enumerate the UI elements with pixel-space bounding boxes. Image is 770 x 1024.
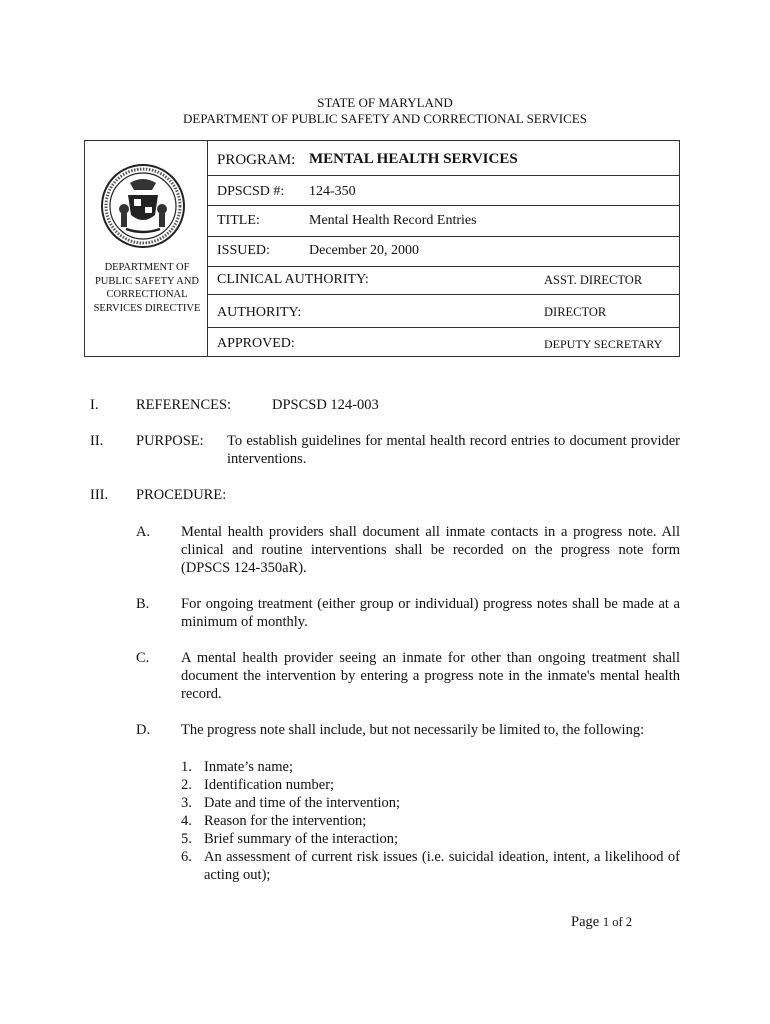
list-item-text: Brief summary of the interaction; [204, 831, 399, 847]
program-value: MENTAL HEALTH SERVICES [309, 151, 518, 167]
page-label: Page [571, 914, 600, 930]
dept-line: SERVICES DIRECTIVE [93, 302, 201, 314]
authority-value: DIRECTOR [544, 305, 607, 319]
list-item-text: Inmate’s name; [204, 759, 293, 775]
list-item-number: 5. [181, 831, 192, 847]
title-label: TITLE: [217, 213, 260, 228]
procedure-item-letter: B. [136, 596, 150, 612]
dpscsd-label: DPSCSD #: [217, 184, 285, 199]
authority-label: AUTHORITY: [217, 305, 302, 320]
list-item-number: 1. [181, 759, 192, 775]
page-number [571, 914, 632, 931]
approved-value: DEPUTY SECRETARY [544, 337, 663, 351]
procedure-item-text: A mental health provider seeing an inmate for other than ongoing treatment shall document the intervention by entering a progress note in the inmate's mental health record. [181, 650, 680, 702]
list-item-number: 4. [181, 813, 192, 829]
references-label: REFERENCES: [136, 397, 232, 413]
procedure-item-letter: D. [136, 722, 151, 738]
program-label: PROGRAM: [217, 152, 296, 168]
list-item-text: Identification number; [204, 777, 335, 793]
approved-label: APPROVED: [217, 336, 295, 351]
row-divider [207, 175, 680, 176]
state-seal-icon [100, 163, 186, 249]
header-department: DEPARTMENT OF PUBLIC SAFETY AND CORRECTIONAL SERVICES [183, 111, 587, 126]
clinical-authority-value: ASST. DIRECTOR [544, 273, 643, 287]
page-of: 1 of 2 [602, 915, 632, 929]
row-divider [207, 205, 680, 206]
header-state: STATE OF MARYLAND [317, 95, 453, 110]
list-item-number: 2. [181, 777, 192, 793]
dpscsd-value: 124-350 [309, 184, 356, 199]
dept-line: CORRECTIONAL [106, 289, 188, 300]
procedure-label: PROCEDURE: [136, 487, 227, 503]
title-value: Mental Health Record Entries [309, 213, 477, 228]
purpose-text: To establish guidelines for mental health record entries to document provider interventions. [227, 433, 680, 467]
procedure-item-text: Mental health providers shall document all inmate contacts in a progress note. All clinical and routine interventions shall be recorded on the progress note form (DPSCS 124-350aR). [181, 524, 680, 576]
issued-value: December 20, 2000 [309, 243, 420, 258]
list-item-text: Date and time of the intervention; [204, 795, 401, 811]
row-divider [207, 294, 680, 295]
clinical-authority-label: CLINICAL AUTHORITY: [217, 272, 369, 287]
dept-line: DEPARTMENT OF [104, 262, 190, 273]
procedure-item-text: The progress note shall include, but not necessarily be limited to, the following: [181, 722, 645, 738]
list-item-text: Reason for the intervention; [204, 813, 367, 829]
procedure-number: III. [90, 487, 109, 503]
references-number: I. [90, 397, 99, 413]
dept-line: PUBLIC SAFETY AND [94, 275, 200, 287]
row-divider [207, 266, 680, 267]
issued-label: ISSUED: [217, 243, 270, 258]
row-divider [207, 327, 680, 328]
procedure-item-letter: A. [136, 524, 151, 540]
department-directive-label [86, 261, 208, 315]
purpose-label: PURPOSE: [136, 433, 204, 449]
list-item-number: 6. [181, 849, 192, 865]
references-value: DPSCSD 124-003 [272, 397, 379, 413]
purpose-number: II. [90, 433, 104, 449]
list-item-text: An assessment of current risk issues (i.e. suicidal ideation, intent, a likelihood of acting out); [204, 849, 680, 883]
procedure-item-text: For ongoing treatment (either group or individual) progress notes shall be made at a minimum of monthly. [181, 596, 680, 630]
list-item-number: 3. [181, 795, 192, 811]
row-divider [207, 236, 680, 237]
procedure-item-letter: C. [136, 650, 150, 666]
